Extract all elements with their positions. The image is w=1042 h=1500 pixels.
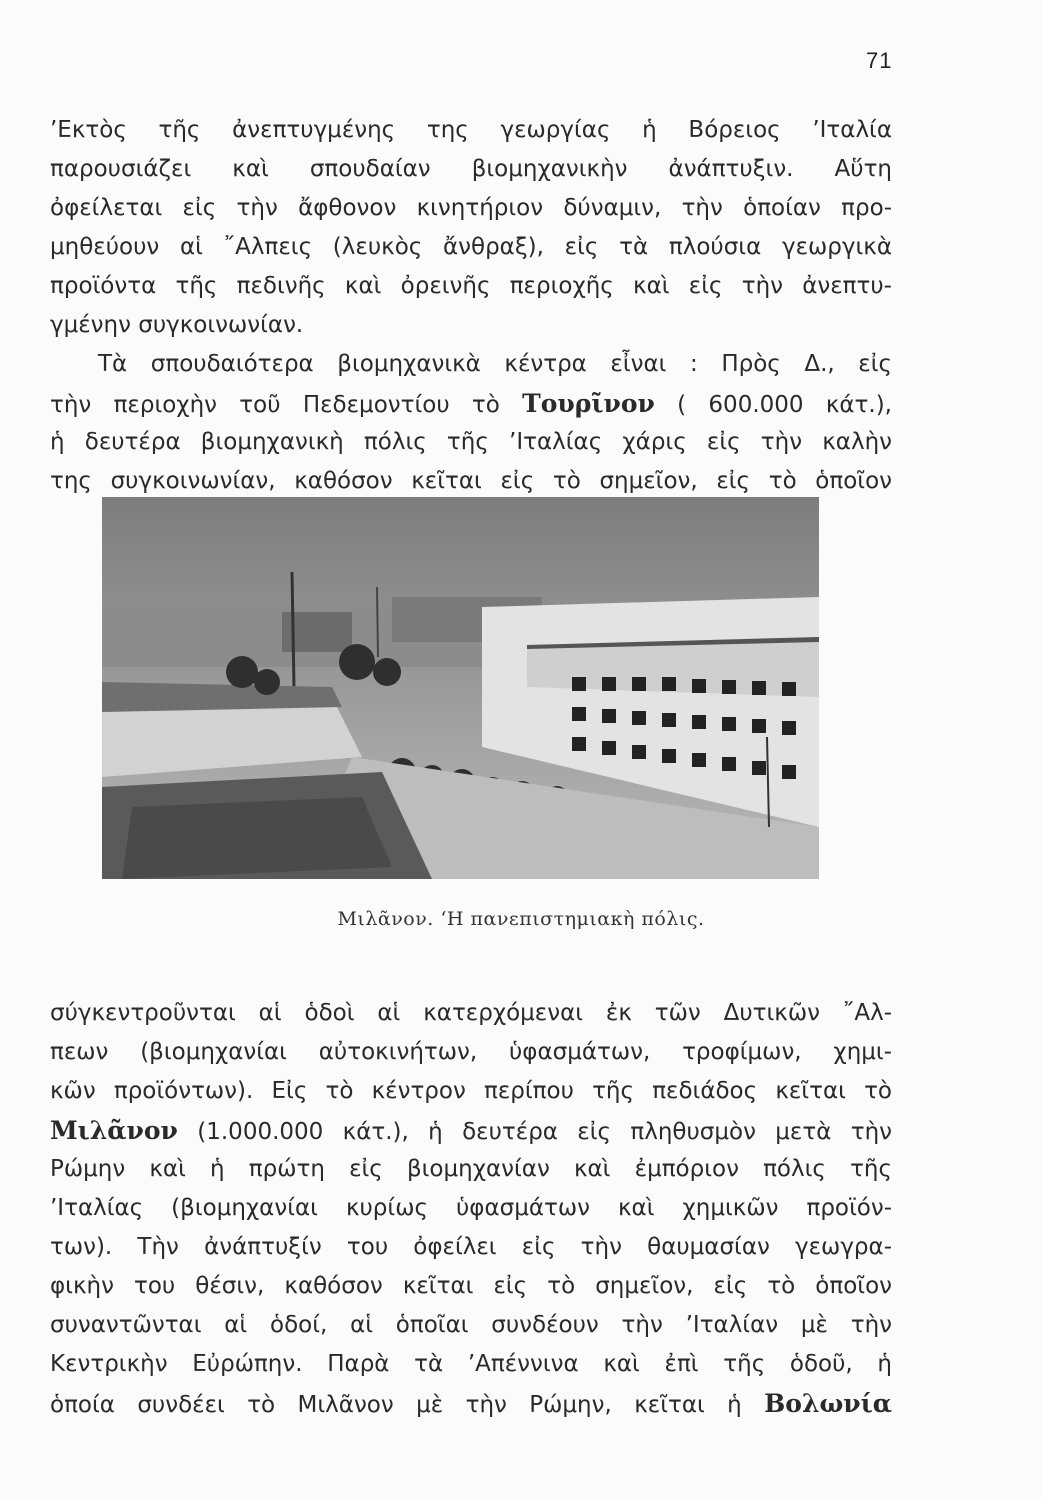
text-segment: ( 600.000 κάτ.), xyxy=(654,392,892,418)
text-line xyxy=(50,1111,892,1150)
text-line: ὀφείλεται εἰς τὴν ἄφθονον κινητήριον δύναμιν, τὴν ὁποίαν προ- xyxy=(50,195,892,221)
city-name-turin: Τουρῖνον xyxy=(522,389,655,418)
text-segment: τὴν περιοχὴν τοῦ Πεδεμοντίου τὸ xyxy=(50,392,523,418)
text-line: ’Εκτὸς τῆς ἀνεπτυγμένης της γεωργίας ἡ Βόρειος ’Ιταλία xyxy=(50,117,892,143)
text-line: πεων (βιομηχανίαι αὐτοκινήτων, ὑφασμάτων, τροφίμων, χημι- xyxy=(50,1039,892,1065)
city-name-milan: Μιλᾶνον xyxy=(50,1116,178,1145)
page-number: 71 xyxy=(866,48,893,73)
paragraph-1 xyxy=(50,111,892,345)
text-line: της συγκοινωνίαν, καθόσον κεῖται εἰς τὸ σημεῖον, εἰς τὸ ὁποῖον xyxy=(50,468,892,494)
paragraph-2 xyxy=(50,345,892,501)
text-line: ’Ιταλίας (βιομηχανίαι κυρίως ὑφασμάτων καὶ χημικῶν προϊόν- xyxy=(50,1195,892,1221)
text-line: μηθεύουν αἱ ῎Αλπεις (λευκὸς ἄνθραξ), εἰς τὰ πλούσια γεωργικὰ xyxy=(50,234,892,260)
text-segment: (1.000.000 κάτ.), ἡ δευτέρα εἰς πληθυσμὸν μετὰ τὴν xyxy=(177,1119,892,1145)
text-line: συναντῶνται αἱ ὁδοί, αἱ ὁποῖαι συνδέουν τὴν ’Ιταλίαν μὲ τὴν xyxy=(50,1312,892,1338)
photo-illustration xyxy=(102,497,819,879)
text-line: σύγκεντροῦνται αἱ ὁδοὶ αἱ κατερχόμεναι ἐκ τῶν Δυτικῶν ῎Αλ- xyxy=(50,1000,892,1026)
text-line: Κεντρικὴν Εὐρώπην. Παρὰ τὰ ’Απέννινα καὶ ἐπὶ τῆς ὁδοῦ, ἡ xyxy=(50,1351,892,1377)
text-line xyxy=(50,1384,892,1423)
text-line: Τὰ σπουδαιότερα βιομηχανικὰ κέντρα εἶναι : Πρὸς Δ., εἰς xyxy=(98,351,892,377)
text-line: προϊόντα τῆς πεδινῆς καὶ ὀρεινῆς περιοχῆς καὶ εἰς τὴν ἀνεπτυ- xyxy=(50,273,892,299)
paragraph-3 xyxy=(50,994,892,1423)
text-line: ἡ δευτέρα βιομηχανικὴ πόλις τῆς ’Ιταλίας χάρις εἰς τὴν καλὴν xyxy=(50,429,892,455)
text-line: γμένην συγκοινωνίαν. xyxy=(50,312,304,338)
text-segment: ὁποία συνδέει τὸ Μιλᾶνον μὲ τὴν Ρώμην, κεῖται ἡ xyxy=(50,1392,765,1418)
text-line xyxy=(50,384,892,423)
text-line: κῶν προϊόντων). Εἰς τὸ κέντρον περίπου τῆς πεδιάδος κεῖται τὸ xyxy=(50,1078,892,1104)
text-line: φικὴν του θέσιν, καθόσον κεῖται εἰς τὸ σημεῖον, εἰς τὸ ὁποῖον xyxy=(50,1273,892,1299)
text-line: παρουσιάζει καὶ σπουδαίαν βιομηχανικὴν ἀνάπτυξιν. Αὕτη xyxy=(50,156,892,182)
figure-caption: Μιλᾶνον. ‘Η πανεπιστημιακὴ πόλις. xyxy=(337,908,705,930)
city-name-bologna: Βολωνία xyxy=(764,1389,892,1418)
photo-milan-university-city xyxy=(102,497,819,879)
text-line: των). Τὴν ἀνάπτυξίν του ὀφείλει εἰς τὴν θαυμασίαν γεωγρα- xyxy=(50,1234,892,1260)
text-line: Ρώμην καὶ ἡ πρώτη εἰς βιομηχανίαν καὶ ἐμπόριον πόλις τῆς xyxy=(50,1156,892,1182)
